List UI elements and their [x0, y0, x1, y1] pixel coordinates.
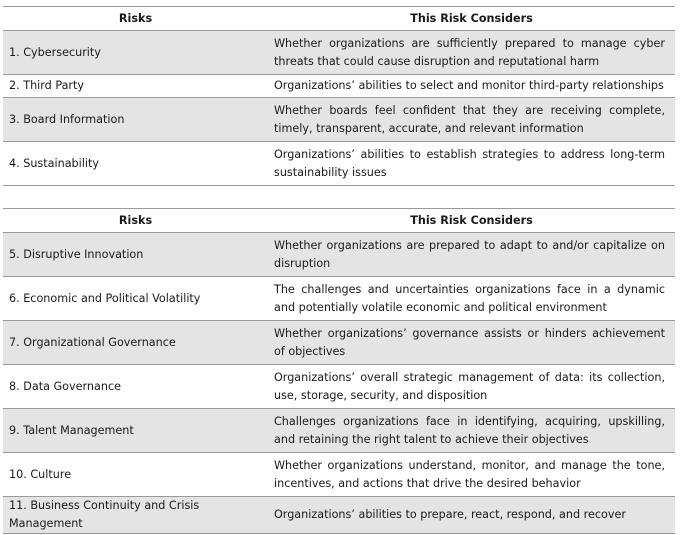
table-row: [3, 98, 675, 142]
table-row: [3, 277, 675, 321]
table-row: [3, 321, 675, 365]
risk-description: Whether organizations are prepared to adapt to and/or capitalize on disruption: [268, 233, 675, 277]
table-row: [3, 31, 675, 75]
risk-table-1: [3, 6, 675, 186]
risk-name: 8. Data Governance: [3, 365, 268, 409]
column-header-considers: This Risk Considers: [268, 209, 675, 233]
column-header-considers: This Risk Considers: [268, 7, 675, 31]
risk-description: Whether organizations’ governance assists or hinders achievement of objectives: [268, 321, 675, 365]
table-row: [3, 497, 675, 534]
risk-name: 2. Third Party: [3, 75, 268, 98]
risk-name: 11. Business Continuity and Crisis Management: [3, 497, 268, 534]
table-row: [3, 233, 675, 277]
risk-description: Organizations’ overall strategic management of data: its collection, use, storage, security, and disposition: [268, 365, 675, 409]
table-header-row: [3, 209, 675, 233]
risk-name: 5. Disruptive Innovation: [3, 233, 268, 277]
risk-description: Organizations’ abilities to select and monitor third-party relationships: [268, 75, 675, 98]
risk-description: Challenges organizations face in identifying, acquiring, upskilling, and retaining the right talent to achieve their objectives: [268, 409, 675, 453]
column-header-risks: Risks: [3, 7, 268, 31]
table-row: [3, 409, 675, 453]
table-header-row: [3, 7, 675, 31]
table-row: [3, 453, 675, 497]
column-header-risks: Risks: [3, 209, 268, 233]
risk-name: 3. Board Information: [3, 98, 268, 142]
risk-name: 7. Organizational Governance: [3, 321, 268, 365]
risk-description: Organizations’ abilities to prepare, react, respond, and recover: [268, 497, 675, 534]
risk-table-2: [3, 208, 675, 534]
risk-description: Whether organizations understand, monitor, and manage the tone, incentives, and actions that drive the desired behavior: [268, 453, 675, 497]
risk-description: The challenges and uncertainties organizations face in a dynamic and potentially volatile economic and political environment: [268, 277, 675, 321]
table-row: [3, 365, 675, 409]
table-row: [3, 75, 675, 98]
risk-description: Whether boards feel confident that they are receiving complete, timely, transparent, accurate, and relevant information: [268, 98, 675, 142]
risk-description: Whether organizations are sufficiently prepared to manage cyber threats that could cause disruption and reputational harm: [268, 31, 675, 75]
risk-name: 6. Economic and Political Volatility: [3, 277, 268, 321]
risk-description: Organizations’ abilities to establish strategies to address long-term sustainability issues: [268, 142, 675, 186]
risk-name: 1. Cybersecurity: [3, 31, 268, 75]
risk-name: 10. Culture: [3, 453, 268, 497]
risk-name: 9. Talent Management: [3, 409, 268, 453]
table-row: [3, 142, 675, 186]
risk-name: 4. Sustainability: [3, 142, 268, 186]
